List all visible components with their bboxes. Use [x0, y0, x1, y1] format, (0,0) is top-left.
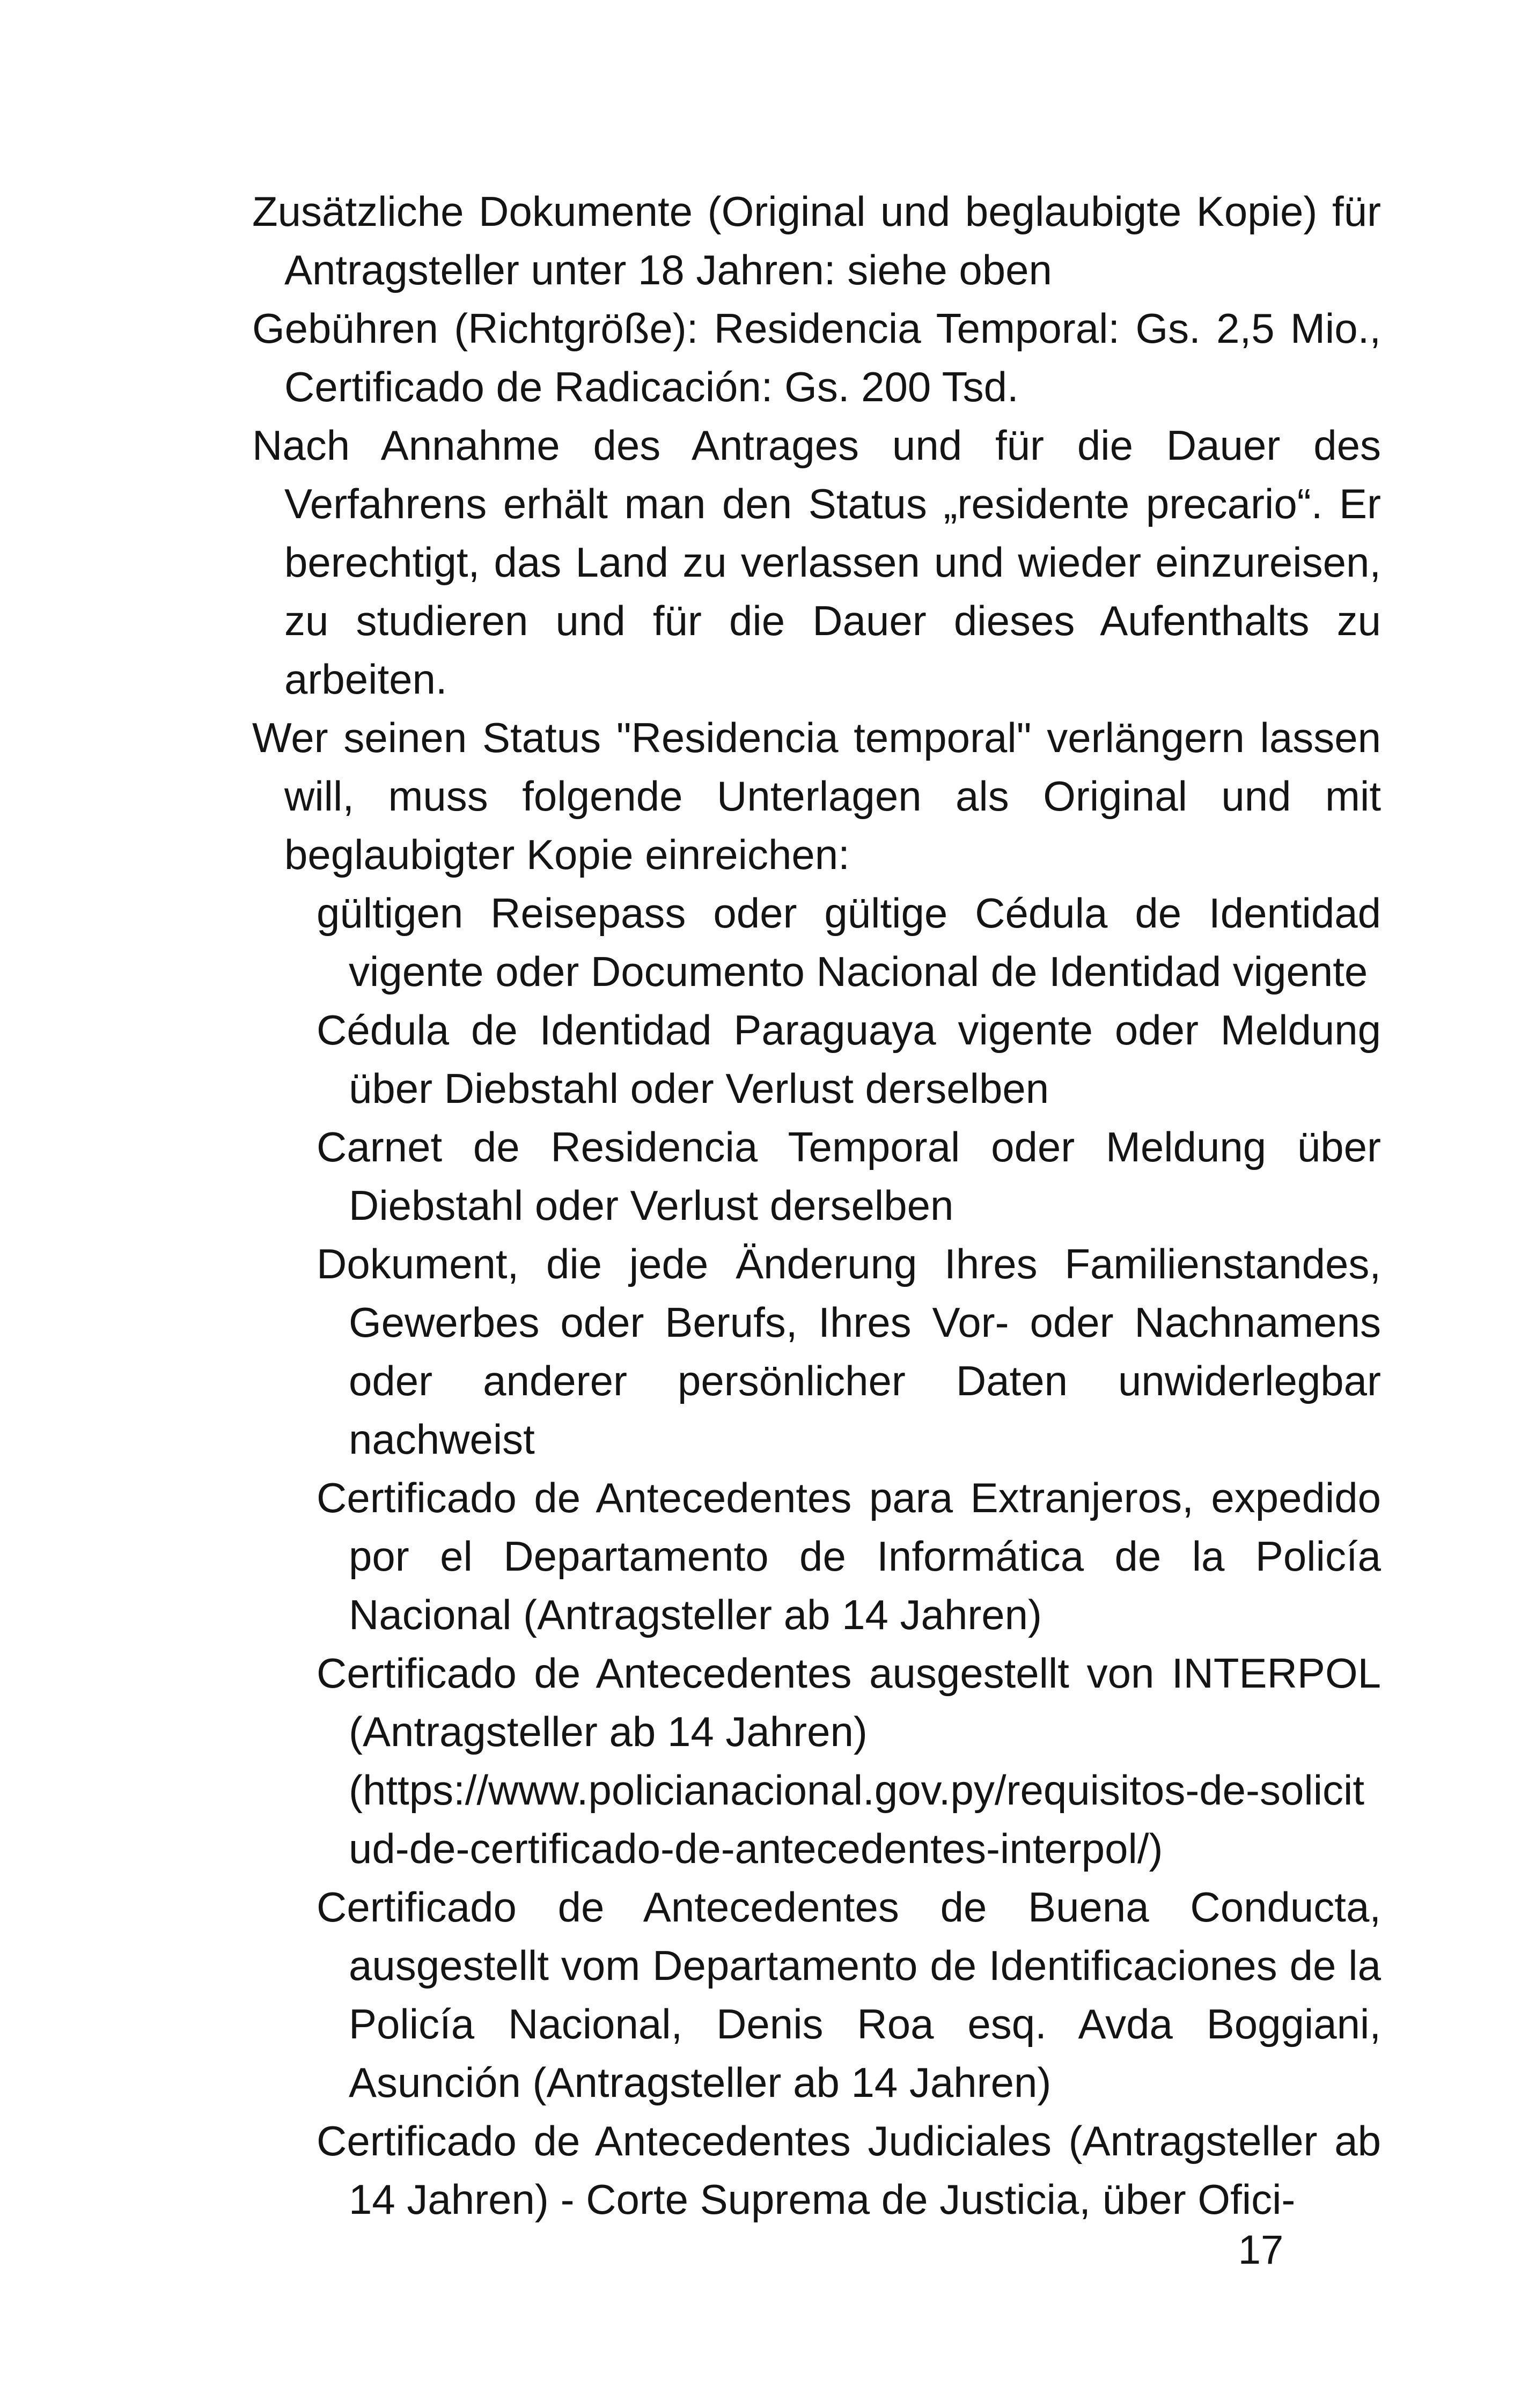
list-item-carnet: Carnet de Residencia Temporal oder Meldung über Diebstahl oder Verlust derselben: [317, 1123, 1381, 1229]
list-item-antecedentes-judiciales: Certificado de Antecedentes Judiciales (Antragsteller ab 14 Jahren) - Corte Suprema de Justicia, über Ofici-: [317, 2117, 1381, 2223]
interpol-url: (https://www.policianacional.gov.py/requisitos-de-solicitud-de-certificado-de-antecedentes-interpol/): [349, 1766, 1365, 1872]
paragraph-residente-precario: Nach Annahme des Antrages und für die Dauer des Verfahrens erhält man den Status „residente precario“. Er berechtigt, das Land zu verlassen und wieder einzureisen, zu studieren und für die Dauer dieses Aufenthalts zu arbeiten.: [252, 422, 1381, 703]
list-item-status-change-document: Dokument, die jede Änderung Ihres Familienstandes, Gewerbes oder Berufs, Ihres Vor- oder Nachnamens oder anderer persönlicher Daten unwiderlegbar nachweist: [317, 1240, 1381, 1463]
page-number: 17: [1238, 2227, 1284, 2273]
list-item-passport: gültigen Reisepass oder gültige Cédula de Identidad vigente oder Documento Nacional de Identidad vigente: [317, 889, 1381, 995]
list-item-antecedentes-interpol: Certificado de Antecedentes ausgestellt von INTERPOL (Antragsteller ab 14 Jahren): [317, 1649, 1381, 1755]
paragraph-additional-documents: Zusätzliche Dokumente (Original und beglaubigte Kopie) für Antragsteller unter 18 Jahren: siehe oben: [252, 188, 1381, 293]
list-item-cedula: Cédula de Identidad Paraguaya vigente oder Meldung über Diebstahl oder Verlust derselben: [317, 1006, 1381, 1112]
body-text: [252, 182, 1381, 2229]
paragraph-renewal-intro: Wer seinen Status "Residencia temporal" verlängern lassen will, muss folgende Unterlagen als Original und mit beglaubigter Kopie einreichen:: [252, 714, 1381, 878]
list-item-antecedentes-extranjeros: Certificado de Antecedentes para Extranjeros, expedido por el Departamento de Informática de la Policía Nacional (Antragsteller ab 14 Jahren): [317, 1474, 1381, 1638]
list-item-buena-conducta: Certificado de Antecedentes de Buena Conducta, ausgestellt vom Departamento de Identificaciones de la Policía Nacional, Denis Roa esq. Avda Boggiani, Asunción (Antragsteller ab 14 Jahren): [317, 1883, 1381, 2106]
paragraph-fees: Gebühren (Richtgröße): Residencia Temporal: Gs. 2,5 Mio., Certificado de Radicación: Gs. 200 Tsd.: [252, 305, 1381, 410]
